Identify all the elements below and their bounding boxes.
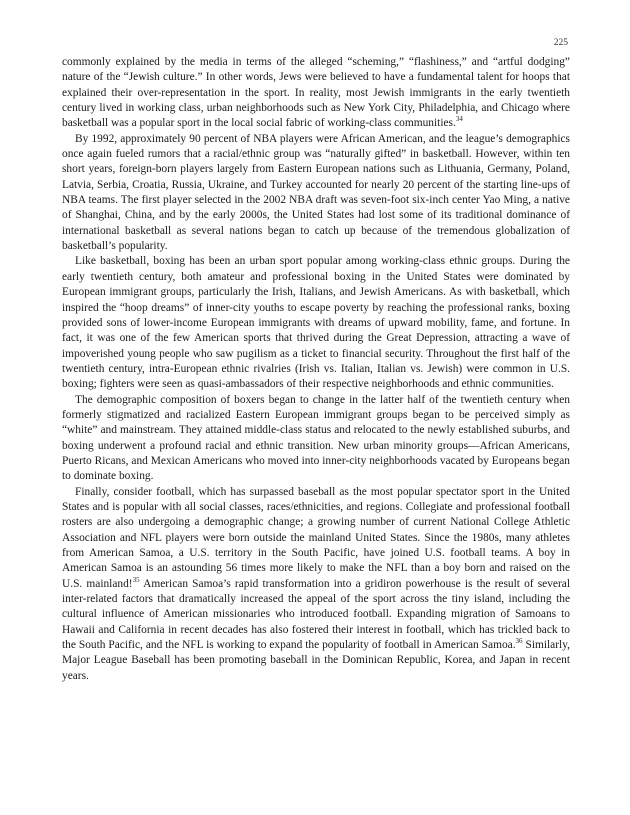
- paragraph-text-continued: American Samoa’s rapid transformation into a gridiron powerhouse is the result of several inter-related factors that dramatically increased the appeal of the sport across the tiny island, including the cultural influence of American missionaries who introduced football. Expanding migration of Samoans to Hawaii and California in recent decades has also fostered their interest in football, which has trickled back to the South Pacific, and the NFL is working to expand the popularity of football in American Samoa.: [62, 577, 570, 652]
- paragraph-text: Finally, consider football, which has surpassed baseball as the most popular spectator sport in the United States and is popular with all social classes, races/ethnicities, and regions. Collegiate and professional football rosters are also undergoing a demographic change; a growing number of current National College Athletic Association and NFL players were born outside the mainland United States. Since the 1980s, many athletes from American Samoa, a U.S. territory in the South Pacific, have joined U.S. football teams. A boy in American Samoa is an astounding 56 times more likely to make the NFL than a boy born and raised on the U.S. mainland!: [62, 485, 570, 590]
- paragraph-5: [62, 485, 570, 684]
- paragraph-1: [62, 55, 570, 132]
- paragraph-text-end: Similarly, Major League Baseball has been promoting baseball in the Dominican Republic, Korea, and Japan in recent years.: [62, 639, 570, 682]
- paragraph-3: [62, 254, 570, 392]
- footnote-ref-36: 36: [515, 637, 523, 646]
- footnote-ref-34: 34: [455, 115, 463, 124]
- paragraph-text: commonly explained by the media in terms of the alleged “scheming,” “flashiness,” and “artful dodging” nature of the “Jewish culture.” In other words, Jews were believed to have a fundamental talent for hoops that explained their over-representation in the sport. In reality, most Jewish immigrants in the early twentieth century lived in working class, urban neighborhoods such as New York City, Philadelphia, and Chicago where basketball was a popular sport in the local social fabric of working-class communities.: [62, 56, 570, 130]
- body-text: [62, 55, 570, 684]
- page-number: 225: [553, 38, 568, 48]
- paragraph-4: [62, 393, 570, 485]
- footnote-ref-35: 35: [132, 575, 140, 584]
- paragraph-text: By 1992, approximately 90 percent of NBA players were African American, and the league’s demographics once again fueled rumors that a racial/ethnic group was “naturally gifted” in basketball. However, within ten short years, foreign-born players largely from Eastern European nations such as Lithuania, Germany, Poland, Latvia, Serbia, Croatia, Russia, Ukraine, and Turkey accounted for nearly 20 percent of the starting line-ups of NBA teams. The first player selected in the 2002 NBA draft was seven-foot six-inch center Yao Ming, a native of Shanghai, China, and by the early 2000s, the United States had lost some of its traditional dominance of international basketball as several nations began to catch up because of the tremendous globalization of basketball’s popularity.: [62, 132, 570, 253]
- paragraph-text: The demographic composition of boxers began to change in the latter half of the twentieth century when formerly stigmatized and racialized Eastern European immigrant groups began to be perceived simply as “white” and mainstream. They attained middle-class status and relocated to the newly established suburbs, and boxing underwent a profound racial and ethnic transition. New urban minority groups—African Americans, Puerto Ricans, and Mexican Americans who moved into inner-city neighborhoods vacated by Europeans began to dominate boxing.: [62, 393, 570, 483]
- paragraph-2: [62, 132, 570, 255]
- paragraph-text: Like basketball, boxing has been an urban sport popular among working-class ethnic groups. During the early twentieth century, both amateur and professional boxing in the United States were dominated by European immigrant groups, particularly the Irish, Italians, and Jewish Americans. As with basketball, which inspired the “hoop dreams” of inner-city youths to escape poverty by reaching the professional ranks, boxing provided sons of lower-income European immigrants with dreams of upward mobility, fame, and fortune. In fact, it was one of the few American sports that thrived during the Great Depression, attracting a wave of impoverished young people who saw pugilism as a ticket to financial security. Throughout the first half of the twentieth century, intra-European ethnic rivalries (Irish vs. Italian, Italian vs. Jewish) were common in U.S. boxing; fighters were seen as quasi-ambassadors of their respective neighborhoods and ethnic communities.: [62, 255, 570, 391]
